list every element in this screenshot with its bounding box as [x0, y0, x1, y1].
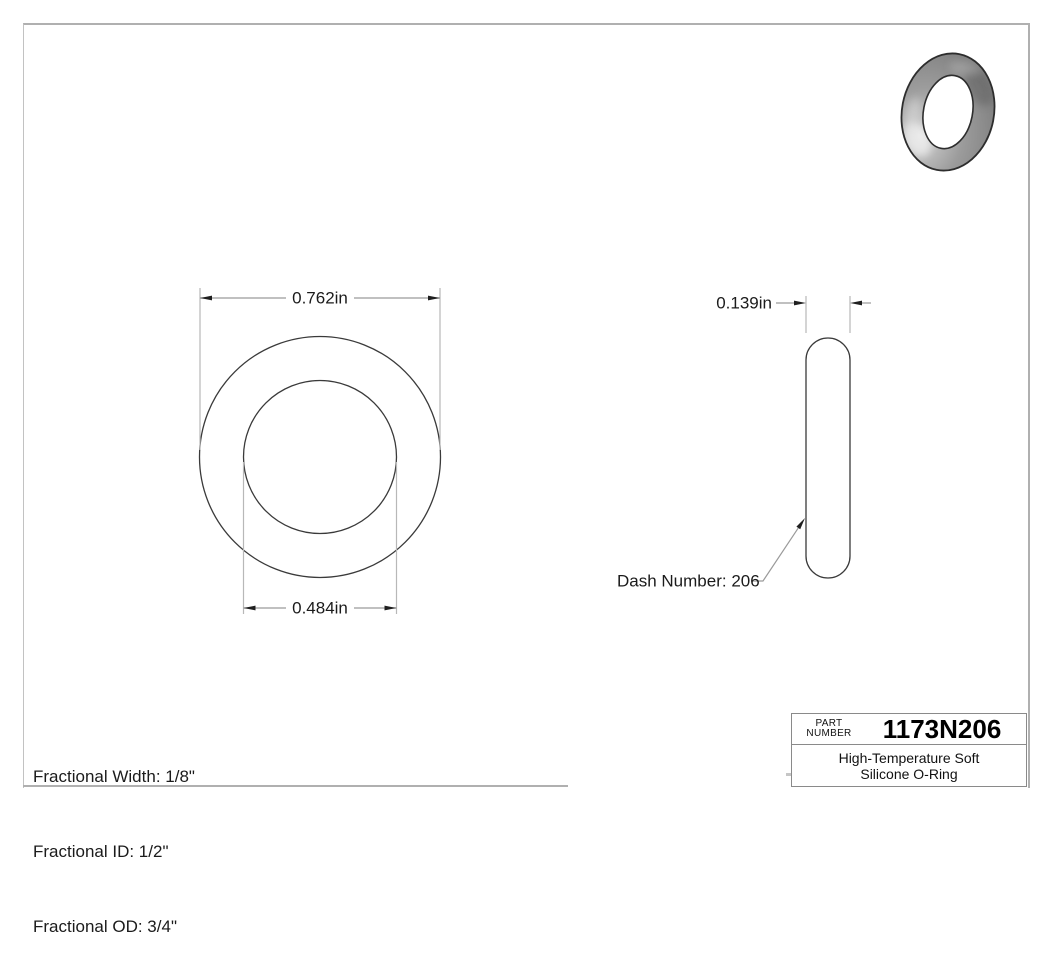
cross-section-width-value: 0.139in	[716, 293, 772, 313]
arrowhead-right-icon	[794, 301, 806, 306]
inner-diameter-dimension	[244, 462, 397, 618]
description-line2: Silicone O-Ring	[860, 765, 958, 782]
inner-diameter-value: 0.484in	[292, 598, 348, 618]
outer-diameter-dimension	[200, 288, 440, 450]
dash-number-label: Dash Number: 206	[617, 571, 760, 591]
arrowhead-right-icon	[385, 606, 397, 611]
cross-section-width-dimension	[716, 294, 871, 334]
outer-diameter-value: 0.762in	[292, 288, 348, 308]
front-view-inner-circle	[244, 381, 397, 534]
leader-arrowhead-icon	[796, 518, 805, 529]
arrowhead-right-icon	[428, 296, 440, 301]
fractional-od-note: Fractional OD: 3/4"	[33, 917, 177, 936]
description-line1: High-Temperature Soft	[838, 749, 980, 766]
fractional-id-note: Fractional ID: 1/2"	[33, 842, 169, 861]
arrowhead-left-icon	[244, 606, 256, 611]
dash-number-callout	[617, 518, 805, 591]
fractional-notes	[33, 714, 195, 964]
o-ring-3d-icon	[875, 30, 1020, 194]
title-block	[791, 713, 1027, 787]
front-view	[200, 288, 441, 618]
front-view-outer-circle	[200, 337, 441, 578]
arrowhead-left-icon	[850, 301, 862, 306]
fractional-width-note: Fractional Width: 1/8"	[33, 767, 195, 786]
title-block-description	[792, 745, 1026, 786]
part-number-value: 1173N206	[882, 713, 1002, 744]
side-view	[617, 294, 871, 591]
part-label-line1: PART	[815, 718, 843, 729]
arrowhead-left-icon	[200, 296, 212, 301]
side-view-cross-section	[806, 338, 850, 578]
title-block-part-row	[792, 714, 1026, 745]
part-number-label	[792, 719, 866, 739]
torus-body	[875, 30, 1020, 194]
part-label-line2: NUMBER	[806, 728, 852, 739]
